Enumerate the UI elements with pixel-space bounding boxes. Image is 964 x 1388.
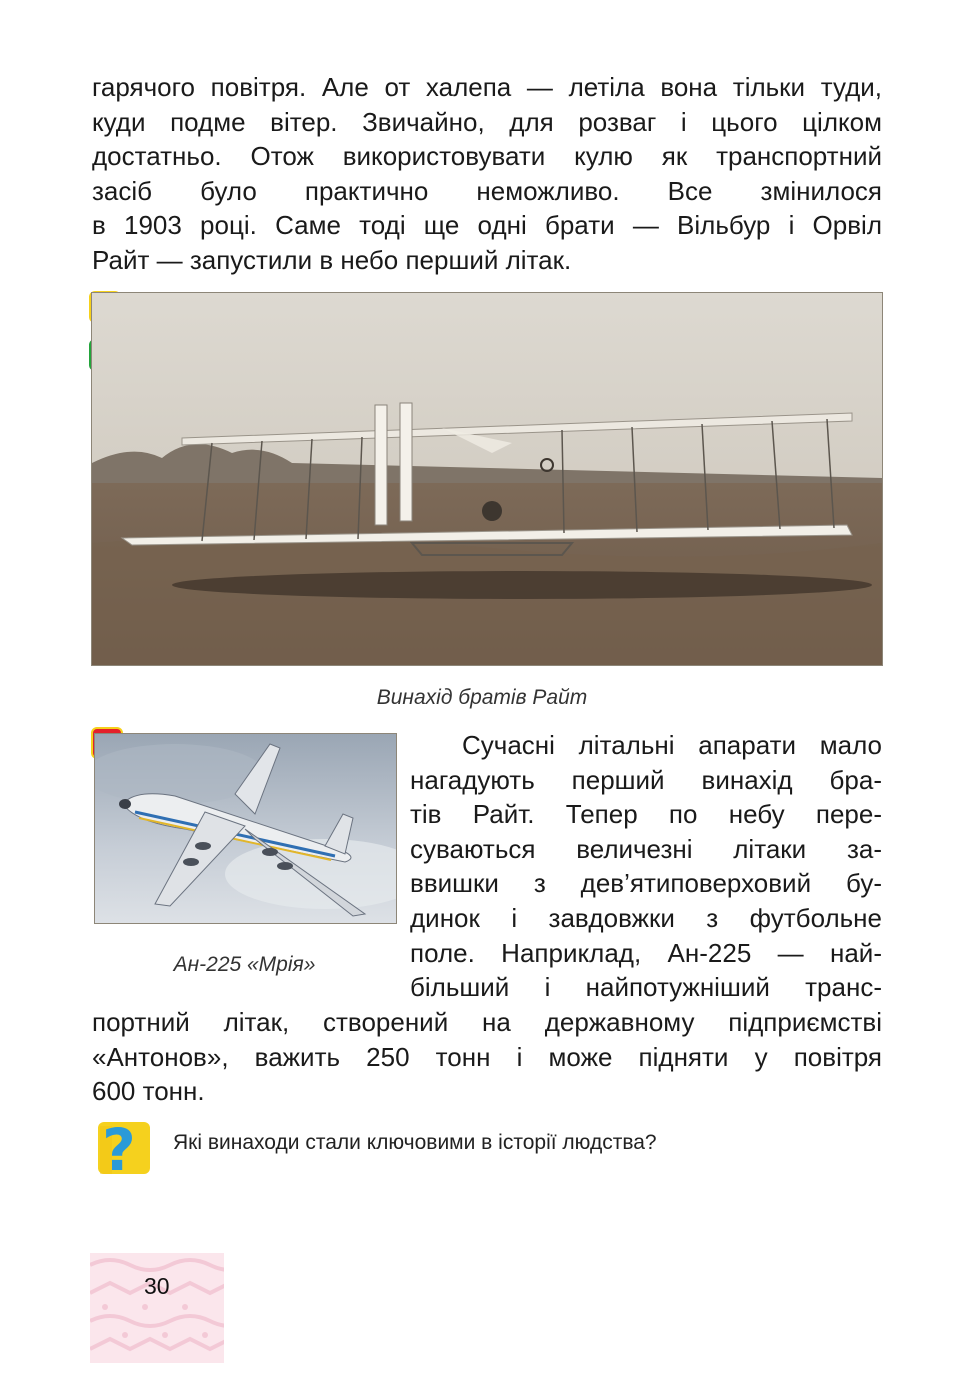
an225-photo-caption: Ан-225 «Мрія»: [173, 953, 316, 976]
paragraph-intro: [92, 70, 882, 278]
text-line: портний літак, створений на державному підприємстві: [92, 1007, 882, 1037]
text-line: 600 тонн.: [92, 1076, 205, 1107]
svg-text:?: ?: [102, 1118, 136, 1178]
text-line: більший і найпотужніший транс-: [410, 972, 882, 1003]
text-line: «Антонов», важить 250 тонн і може підняти у повітря: [92, 1041, 882, 1072]
text-line: ввишки з дев’ятиповерховий бу-: [410, 868, 882, 899]
text-line: куди подме вітер. Звичайно, для розваг і цього цілком: [92, 106, 882, 137]
page-corner-ornament: [90, 1253, 224, 1363]
question-mark-icon: [92, 1118, 152, 1178]
text-line: суваються величезні літаки за-: [410, 833, 882, 864]
review-question: Які винаходи стали ключовими в історії людства?: [173, 1131, 657, 1154]
text-line: тів Райт. Тепер по небу пере-: [410, 799, 882, 830]
an225-photo: [94, 733, 397, 924]
text-line: нагадують перший винахід бра-: [410, 764, 882, 795]
text-line: Сучасні літальні апарати мало: [462, 730, 882, 760]
text-line: поле. Наприклад, Ан-225 — най-: [410, 937, 882, 968]
wright-flyer-photo: [91, 292, 883, 666]
text-line: достатньо. Отож використовувати кулю як транспортний: [92, 141, 882, 172]
text-line: в 1903 році. Саме тоді ще одні брати — Вільбур і Орвіл: [92, 210, 882, 241]
text-line: динок і завдовжки з футбольне: [410, 902, 882, 933]
text-line: засіб було практично неможливо. Все змінилося: [92, 175, 882, 206]
text-line: гарячого повітря. Але от халепа — летіла вона тільки туди,: [92, 72, 882, 102]
wright-photo-caption: Винахід братів Райт: [376, 686, 588, 709]
paragraph-continuation: [92, 1005, 882, 1109]
page-number: 30: [144, 1273, 170, 1299]
paragraph-modern-aircraft: [410, 728, 882, 1005]
text-line: Райт — запустили в небо перший літак.: [92, 244, 572, 275]
